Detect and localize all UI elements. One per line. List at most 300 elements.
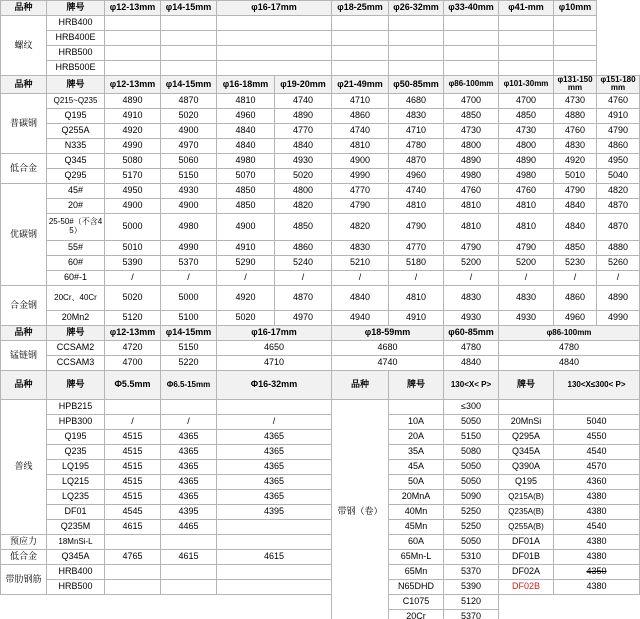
price-cell: 4810 — [389, 198, 444, 213]
grade-cell: HRB400 — [47, 564, 105, 579]
grade-cell: Q195 — [47, 429, 105, 444]
col-header-spec-6: φ33-40mm — [444, 1, 499, 16]
grade-cell: 45A — [389, 459, 444, 474]
price-cell: 4860 — [597, 138, 640, 153]
price-cell: 5210 — [332, 255, 389, 270]
price-cell: 4890 — [444, 153, 499, 168]
spacer-cell — [554, 594, 640, 609]
col-header-pinzhong-3: 品种 — [1, 325, 47, 340]
price-cell: 4890 — [275, 108, 332, 123]
price-cell: 4760 — [554, 123, 597, 138]
table-row — [1, 123, 640, 138]
price-cell: 5010 — [554, 168, 597, 183]
spacer-cell — [161, 594, 217, 609]
price-cell — [217, 31, 332, 46]
grade-cell: 65Mn — [389, 564, 444, 579]
spacer-cell — [554, 609, 640, 619]
grade-cell: Q235 — [47, 444, 105, 459]
spacer-cell — [1, 609, 47, 619]
grade-cell: 10A — [389, 414, 444, 429]
price-cell: 5080 — [105, 153, 161, 168]
table-row — [1, 31, 640, 46]
price-cell: 4860 — [275, 240, 332, 255]
table-row — [1, 609, 640, 619]
price-cell: 4395 — [217, 504, 332, 519]
grade-cell: 25-50#（不含45） — [47, 213, 105, 240]
price-cell: 5200 — [499, 255, 554, 270]
price-cell: 4710 — [389, 123, 444, 138]
price-cell: 5150 — [161, 340, 217, 355]
price-cell — [217, 399, 332, 414]
price-cell: 4980 — [161, 213, 217, 240]
price-cell: 4740 — [332, 355, 444, 370]
grade-cell: DF02B — [499, 579, 554, 594]
price-cell: 4790 — [597, 123, 640, 138]
col-header-b3-6: φ86-100mm — [499, 325, 640, 340]
spacer-cell — [105, 594, 161, 609]
table-row — [1, 61, 640, 76]
row-group-luowen: 螺纹 — [1, 16, 47, 76]
grade-cell: DF02A — [499, 564, 554, 579]
price-cell — [554, 16, 597, 31]
price-cell: 4850 — [217, 183, 275, 198]
price-cell: 4960 — [389, 168, 444, 183]
price-cell: 4515 — [105, 444, 161, 459]
price-cell: 4960 — [554, 310, 597, 325]
price-cell: 4380 — [554, 489, 640, 504]
price-cell — [105, 46, 161, 61]
price-cell: 4890 — [105, 93, 161, 108]
price-cell — [105, 399, 161, 414]
price-cell: 5050 — [444, 534, 499, 549]
grade-cell: 20Cr、40Cr — [47, 285, 105, 310]
col-header-b4-4: 品种 — [332, 370, 389, 399]
grade-cell: 20A — [389, 429, 444, 444]
price-cell: 4365 — [161, 489, 217, 504]
price-cell — [444, 16, 499, 31]
price-cell: 4365 — [161, 474, 217, 489]
price-cell: / — [105, 414, 161, 429]
col-header-b3-2: φ14-15mm — [161, 325, 217, 340]
price-cell: 4770 — [332, 183, 389, 198]
row-group-hejingang: 合金钢 — [1, 285, 47, 325]
grade-cell: HRB400 — [47, 16, 105, 31]
price-cell: 4365 — [217, 474, 332, 489]
price-cell: 4550 — [554, 429, 640, 444]
price-cell: 4730 — [444, 123, 499, 138]
price-cell: 4820 — [275, 198, 332, 213]
price-cell: / — [389, 270, 444, 285]
col-header-b2-3: φ16-18mm — [217, 76, 275, 94]
price-cell: 4930 — [275, 153, 332, 168]
price-cell: / — [105, 270, 161, 285]
table-row — [1, 108, 640, 123]
price-cell: 4740 — [332, 123, 389, 138]
price-cell: 5020 — [105, 285, 161, 310]
row-group-puxian: 普线 — [1, 399, 47, 534]
price-cell: 4830 — [444, 285, 499, 310]
grade-cell: HRB500 — [47, 579, 105, 594]
row-group-digejin: 低合金 — [1, 153, 47, 183]
grade-cell: Q235A(B) — [499, 504, 554, 519]
col-header-b4-3: Φ16-32mm — [217, 370, 332, 399]
price-cell: 4920 — [105, 123, 161, 138]
price-cell: 4515 — [105, 489, 161, 504]
price-cell: 5000 — [105, 213, 161, 240]
row-group-dailei: 带肋钢筋 — [1, 564, 47, 594]
col-header-pinzhong: 品种 — [1, 1, 47, 16]
grade-cell: 60#-1 — [47, 270, 105, 285]
col-header-b3-1: φ12-13mm — [105, 325, 161, 340]
table-row — [1, 399, 640, 414]
price-cell: 4870 — [597, 213, 640, 240]
price-cell — [444, 46, 499, 61]
price-cell: 4830 — [554, 138, 597, 153]
price-cell: 4680 — [332, 340, 444, 355]
price-cell: 5250 — [444, 504, 499, 519]
col-header-b2-8: φ101-30mm — [499, 76, 554, 94]
price-cell: 5120 — [444, 594, 499, 609]
price-cell: 5150 — [444, 429, 499, 444]
price-cell: 4970 — [161, 138, 217, 153]
grade-cell: HRB400E — [47, 31, 105, 46]
price-cell: 4930 — [499, 310, 554, 325]
price-cell: 4840 — [444, 355, 499, 370]
price-cell: 4830 — [389, 108, 444, 123]
grade-cell: Q215~Q235 — [47, 93, 105, 108]
price-cell: 4860 — [554, 285, 597, 310]
price-cell — [105, 564, 161, 579]
col-header-b4-1: Φ5.5mm — [105, 370, 161, 399]
price-cell: 4990 — [105, 138, 161, 153]
grade-cell: HPB215 — [47, 399, 105, 414]
price-cell: 4810 — [444, 213, 499, 240]
spacer-cell — [217, 609, 332, 619]
price-cell — [161, 46, 217, 61]
price-cell: 5060 — [161, 153, 217, 168]
table-row — [1, 46, 640, 61]
price-cell: 5230 — [554, 255, 597, 270]
grade-cell: Q345A — [47, 549, 105, 564]
price-cell: 4910 — [597, 108, 640, 123]
price-cell: 4890 — [597, 285, 640, 310]
price-cell: 4810 — [499, 213, 554, 240]
grade-cell: Q255A(B) — [499, 519, 554, 534]
price-cell: 4360 — [554, 474, 640, 489]
col-header-b4-5: 牌号 — [389, 370, 444, 399]
col-header-b2-6: φ50-85mm — [389, 76, 444, 94]
price-cell: 5370 — [444, 564, 499, 579]
price-cell: 4880 — [597, 240, 640, 255]
price-cell: 4910 — [217, 240, 275, 255]
price-cell: 4950 — [597, 153, 640, 168]
row-group-youtangang: 优碳钢 — [1, 183, 47, 285]
price-cell: 4790 — [332, 198, 389, 213]
price-cell — [499, 61, 554, 76]
price-cell: 4990 — [332, 168, 389, 183]
col-header-b4-2: Φ6.5-15mm — [161, 370, 217, 399]
col-header-paihao: 牌号 — [47, 1, 105, 16]
col-header-b2-7: φ86-100mm — [444, 76, 499, 94]
price-cell: 4870 — [597, 198, 640, 213]
table-row — [1, 534, 640, 549]
grade-cell: 45Mn — [389, 519, 444, 534]
price-cell — [105, 579, 161, 594]
price-cell: 4830 — [499, 285, 554, 310]
grade-cell: 65Mn-L — [389, 549, 444, 564]
price-cell: 5250 — [444, 519, 499, 534]
price-cell: 5290 — [217, 255, 275, 270]
price-cell: / — [275, 270, 332, 285]
price-cell — [161, 61, 217, 76]
price-cell — [161, 16, 217, 31]
grade-cell — [499, 399, 554, 414]
price-cell — [332, 31, 389, 46]
spacer-cell — [161, 609, 217, 619]
grade-cell: 50A — [389, 474, 444, 489]
price-cell: 5050 — [444, 459, 499, 474]
price-cell: 5390 — [444, 579, 499, 594]
price-cell: 5170 — [105, 168, 161, 183]
grade-cell: Q390A — [499, 459, 554, 474]
price-cell: / — [444, 270, 499, 285]
price-cell: 4900 — [332, 153, 389, 168]
table-row — [1, 310, 640, 325]
price-cell: 5370 — [161, 255, 217, 270]
price-cell: 4545 — [105, 504, 161, 519]
price-cell: 4890 — [499, 153, 554, 168]
price-cell — [554, 31, 597, 46]
price-cell: 4515 — [105, 459, 161, 474]
price-cell: / — [332, 270, 389, 285]
price-cell: 5050 — [444, 474, 499, 489]
price-cell: 4790 — [554, 183, 597, 198]
price-cell: 4840 — [332, 285, 389, 310]
price-cell: 4950 — [105, 183, 161, 198]
grade-cell: HPB300 — [47, 414, 105, 429]
price-cell: 4380 — [554, 504, 640, 519]
price-cell: 4615 — [105, 519, 161, 534]
price-cell: 4395 — [161, 504, 217, 519]
price-cell: 4700 — [444, 93, 499, 108]
grade-cell: N65DHD — [389, 579, 444, 594]
price-cell: 4740 — [389, 183, 444, 198]
table-row — [1, 270, 640, 285]
price-cell: 4830 — [332, 240, 389, 255]
price-cell — [332, 46, 389, 61]
table-row — [1, 489, 640, 504]
col-header-spec-7: φ41-mm — [499, 1, 554, 16]
grade-cell: LQ215 — [47, 474, 105, 489]
price-cell: 4615 — [217, 549, 332, 564]
grade-cell: 60A — [389, 534, 444, 549]
price-cell: 5100 — [161, 310, 217, 325]
price-cell: 4365 — [161, 429, 217, 444]
col-header-spec-4: φ18-25mm — [332, 1, 389, 16]
price-cell — [389, 61, 444, 76]
price-cell: 5260 — [597, 255, 640, 270]
table-row — [1, 579, 640, 594]
price-cell: / — [217, 270, 275, 285]
price-cell — [217, 61, 332, 76]
col-header-spec-8: φ10mm — [554, 1, 597, 16]
grade-cell: 55# — [47, 240, 105, 255]
price-cell: 4465 — [161, 519, 217, 534]
grade-cell: DF01B — [499, 549, 554, 564]
price-cell: 5180 — [389, 255, 444, 270]
col-header-b3-5: φ60-85mm — [444, 325, 499, 340]
table-row — [1, 355, 640, 370]
col-header-b2-5: φ21-49mm — [332, 76, 389, 94]
price-cell — [444, 61, 499, 76]
price-cell: 4900 — [161, 198, 217, 213]
row-group-menglian: 锰链钢 — [1, 340, 47, 370]
table-row — [1, 519, 640, 534]
price-cell: 5240 — [275, 255, 332, 270]
price-cell: 4365 — [161, 444, 217, 459]
price-cell — [105, 16, 161, 31]
price-cell: 5050 — [444, 414, 499, 429]
price-cell: 5040 — [554, 414, 640, 429]
price-cell: 4850 — [275, 213, 332, 240]
col-header-paihao-4: 牌号 — [47, 370, 105, 399]
spacer-cell — [47, 594, 105, 609]
price-cell: 4380 — [554, 549, 640, 564]
price-cell — [554, 46, 597, 61]
table-row — [1, 414, 640, 429]
grade-cell: 20MnA — [389, 489, 444, 504]
table-row — [1, 340, 640, 355]
price-cell — [499, 31, 554, 46]
price-cell — [217, 534, 332, 549]
price-cell: 4960 — [217, 108, 275, 123]
price-cell: 4730 — [554, 93, 597, 108]
table-row — [1, 285, 640, 310]
col-header-b2-10: φ151-180mm — [597, 76, 640, 94]
price-cell: 4850 — [499, 108, 554, 123]
price-cell: 4850 — [217, 198, 275, 213]
table-row — [1, 429, 640, 444]
price-cell: 4790 — [389, 213, 444, 240]
price-cell: 4350 — [554, 564, 640, 579]
price-cell: 4820 — [597, 183, 640, 198]
price-cell: 4850 — [554, 240, 597, 255]
price-cell: 4840 — [499, 355, 640, 370]
price-cell: 4740 — [275, 93, 332, 108]
col-header-spec-5: φ26-32mm — [389, 1, 444, 16]
price-cell: 4700 — [105, 355, 161, 370]
price-cell: 5200 — [444, 255, 499, 270]
price-cell: 5090 — [444, 489, 499, 504]
price-cell: 4940 — [332, 310, 389, 325]
price-cell — [105, 534, 161, 549]
grade-cell: C1075 — [389, 594, 444, 609]
price-cell: 4765 — [105, 549, 161, 564]
price-cell: ≤300 — [444, 399, 499, 414]
col-header-spec-2: φ14-15mm — [161, 1, 217, 16]
price-cell: 4870 — [275, 285, 332, 310]
grade-cell: CCSAM2 — [47, 340, 105, 355]
price-cell: 5310 — [444, 549, 499, 564]
price-cell: 4540 — [554, 519, 640, 534]
grade-cell: DF01A — [499, 534, 554, 549]
grade-cell: Q215A(B) — [499, 489, 554, 504]
price-cell: 4810 — [217, 93, 275, 108]
price-cell: / — [597, 270, 640, 285]
col-header-b4-7: 牌号 — [499, 370, 554, 399]
price-cell: 4900 — [217, 213, 275, 240]
table-row — [1, 325, 640, 340]
col-header-pinzhong-2: 品种 — [1, 76, 47, 94]
table-row — [1, 213, 640, 240]
price-cell — [389, 31, 444, 46]
price-cell: 4840 — [275, 138, 332, 153]
table-row — [1, 594, 640, 609]
price-cell: 4900 — [105, 198, 161, 213]
col-header-b3-4: φ18-59mm — [332, 325, 444, 340]
price-cell: / — [499, 270, 554, 285]
price-cell — [389, 46, 444, 61]
grade-cell: DF01 — [47, 504, 105, 519]
col-header-b2-1: φ12-13mm — [105, 76, 161, 94]
table-row — [1, 459, 640, 474]
grade-cell: 45# — [47, 183, 105, 198]
price-cell: 4760 — [499, 183, 554, 198]
price-cell: 4930 — [161, 183, 217, 198]
price-cell: / — [161, 270, 217, 285]
row-group-yingyingli: 预应力 — [1, 534, 47, 549]
table-row — [1, 16, 640, 31]
grade-cell: 60# — [47, 255, 105, 270]
price-cell: 4540 — [554, 444, 640, 459]
price-cell: 4910 — [105, 108, 161, 123]
price-cell: 4800 — [275, 183, 332, 198]
price-cell: 4850 — [444, 108, 499, 123]
col-header-b2-2: φ14-15mm — [161, 76, 217, 94]
price-cell: / — [554, 270, 597, 285]
price-cell: 4820 — [332, 213, 389, 240]
price-cell: 4365 — [217, 459, 332, 474]
price-cell: 4365 — [161, 459, 217, 474]
price-cell: 4840 — [217, 138, 275, 153]
price-cell: 4365 — [217, 429, 332, 444]
grade-cell: HRB500E — [47, 61, 105, 76]
price-cell — [217, 564, 332, 579]
col-header-b2-9: φ131-150mm — [554, 76, 597, 94]
price-cell: 4780 — [389, 138, 444, 153]
price-cell: 4365 — [217, 444, 332, 459]
price-cell: 4810 — [499, 198, 554, 213]
price-cell: 4650 — [217, 340, 332, 355]
grade-cell: Q295 — [47, 168, 105, 183]
price-cell — [554, 399, 640, 414]
col-header-b3-3: φ16-17mm — [217, 325, 332, 340]
price-cell: / — [161, 414, 217, 429]
price-cell — [105, 61, 161, 76]
price-cell — [499, 46, 554, 61]
price-cell: 4760 — [444, 183, 499, 198]
spacer-cell — [105, 609, 161, 619]
col-header-spec-3: φ16-17mm — [217, 1, 332, 16]
price-cell: 4920 — [217, 285, 275, 310]
grade-cell: 20# — [47, 198, 105, 213]
row-group-digejin-2: 低合金 — [1, 549, 47, 564]
price-cell: 5370 — [444, 609, 499, 619]
price-cell: 5150 — [161, 168, 217, 183]
price-cell: 4860 — [332, 108, 389, 123]
grade-cell: 20Cr — [389, 609, 444, 619]
row-group-daigang: 带钢（卷） — [332, 399, 389, 619]
